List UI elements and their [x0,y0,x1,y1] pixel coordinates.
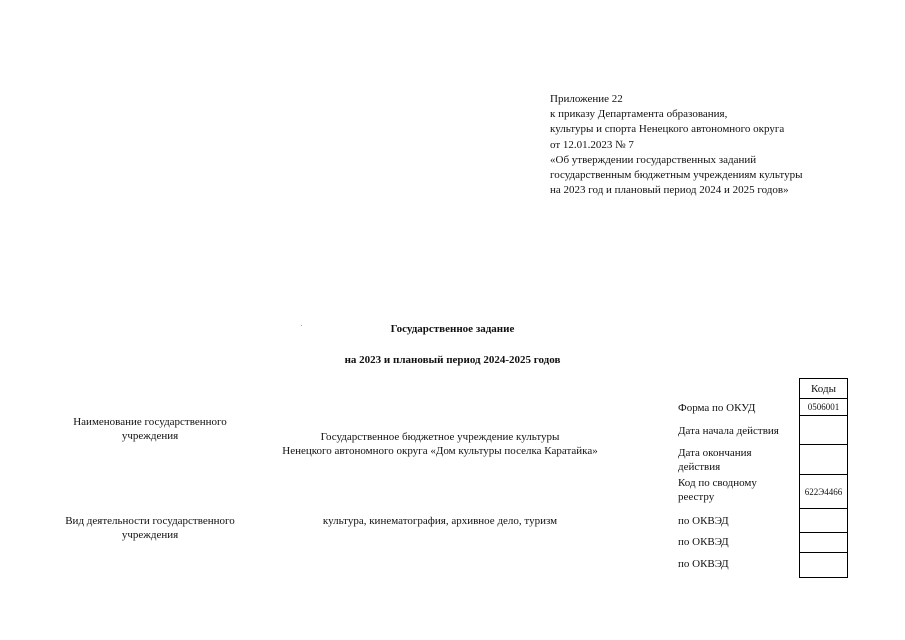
appendix-line: от 12.01.2023 № 7 [550,138,634,151]
appendix-line: на 2023 год и плановый период 2024 и 2025 годов» [550,184,789,197]
okved-cell [800,553,848,578]
institution-name-line: Государственное бюджетное учреждение культуры [320,431,560,443]
appendix-line: Приложение 22 [550,93,623,105]
end-date-label-line: действия [678,461,721,473]
codes-row [800,445,848,475]
institution-label [50,415,250,443]
appendix-line: к приказу Департамента образования, [550,108,728,121]
codes-row [800,416,848,445]
codes-row [800,553,848,578]
institution-name-line: Ненецкого автономного округа «Дом культуры поселка Каратайка» [282,445,598,457]
institution-label-line: учреждения [121,430,179,442]
end-date-label-line: Дата окончания [678,447,752,459]
codes-row [800,533,848,553]
codes-row [800,399,848,416]
institution-label-line: Наименование государственного [73,416,227,428]
end-date-label [678,446,752,474]
appendix-line: «Об утверждении государственных заданий [550,153,757,166]
okud-code-cell: 0506001 [800,399,848,416]
institution-name [250,430,630,458]
document-title: Государственное задание [390,323,515,335]
activity-label-line: Вид деятельности государственного [65,515,235,527]
document-subtitle: на 2023 и плановый период 2024-2025 годов [344,354,561,366]
start-date-cell [800,416,848,445]
registry-code-label-line: реестру [678,491,715,503]
okud-label: Форма по ОКУД [678,402,756,414]
registry-code-label [678,476,757,504]
codes-row [800,509,848,533]
okved-cell [800,509,848,533]
okved-label: по ОКВЭД [678,558,729,570]
start-date-label: Дата начала действия [678,425,779,437]
registry-code-label-line: Код по сводному [678,477,757,489]
appendix-line: культуры и спорта Ненецкого автономного округа [550,123,785,136]
codes-row [800,475,848,509]
okved-label: по ОКВЭД [678,515,729,527]
appendix-line: государственным бюджетным учреждениям культуры [550,169,803,182]
codes-header: Коды [799,378,848,399]
activity-value: культура, кинематография, архивное дело, туризм [322,515,558,527]
end-date-cell [800,445,848,475]
okved-label: по ОКВЭД [678,536,729,548]
appendix-header [550,92,802,198]
activity-label [45,514,255,542]
okved-cell [800,533,848,553]
codes-table [799,398,848,578]
activity-label-line: учреждения [121,529,179,541]
registry-code-cell: 622Э4466 [800,475,848,509]
